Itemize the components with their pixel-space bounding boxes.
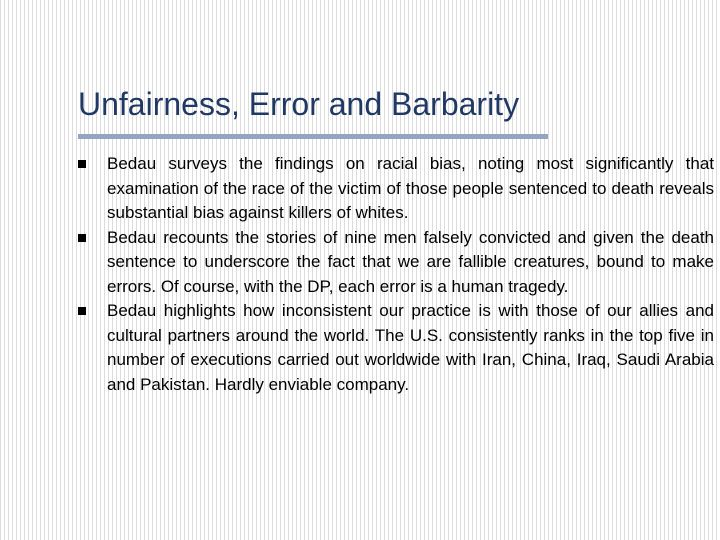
bullet-item: [78, 152, 714, 226]
square-bullet-icon: [78, 160, 86, 168]
bullet-text: Bedau surveys the findings on racial bias, noting most significantly that examination of the race of the victim of those people sentenced to death reveals substantial bias against killers of whites.: [107, 154, 714, 222]
square-bullet-icon: [78, 234, 86, 242]
bullet-text: Bedau highlights how inconsistent our practice is with those of our allies and cultural partners around the world. The U.S. consistently ranks in the top five in number of executions carried out worldwide with Iran, China, Iraq, Saudi Arabia and Pakistan. Hardly enviable company.: [107, 301, 714, 394]
slide-title: Unfairness, Error and Barbarity: [78, 86, 520, 122]
square-bullet-icon: [78, 307, 86, 315]
bullet-item: [78, 299, 714, 397]
bullet-item: [78, 226, 714, 300]
title-underline: [78, 134, 548, 139]
bullet-text: Bedau recounts the stories of nine men falsely convicted and given the death sentence to underscore the fact that we are fallible creatures, bound to make errors. Of course, with the DP, each error is a human tragedy.: [107, 227, 714, 296]
bullet-list: [78, 152, 714, 397]
